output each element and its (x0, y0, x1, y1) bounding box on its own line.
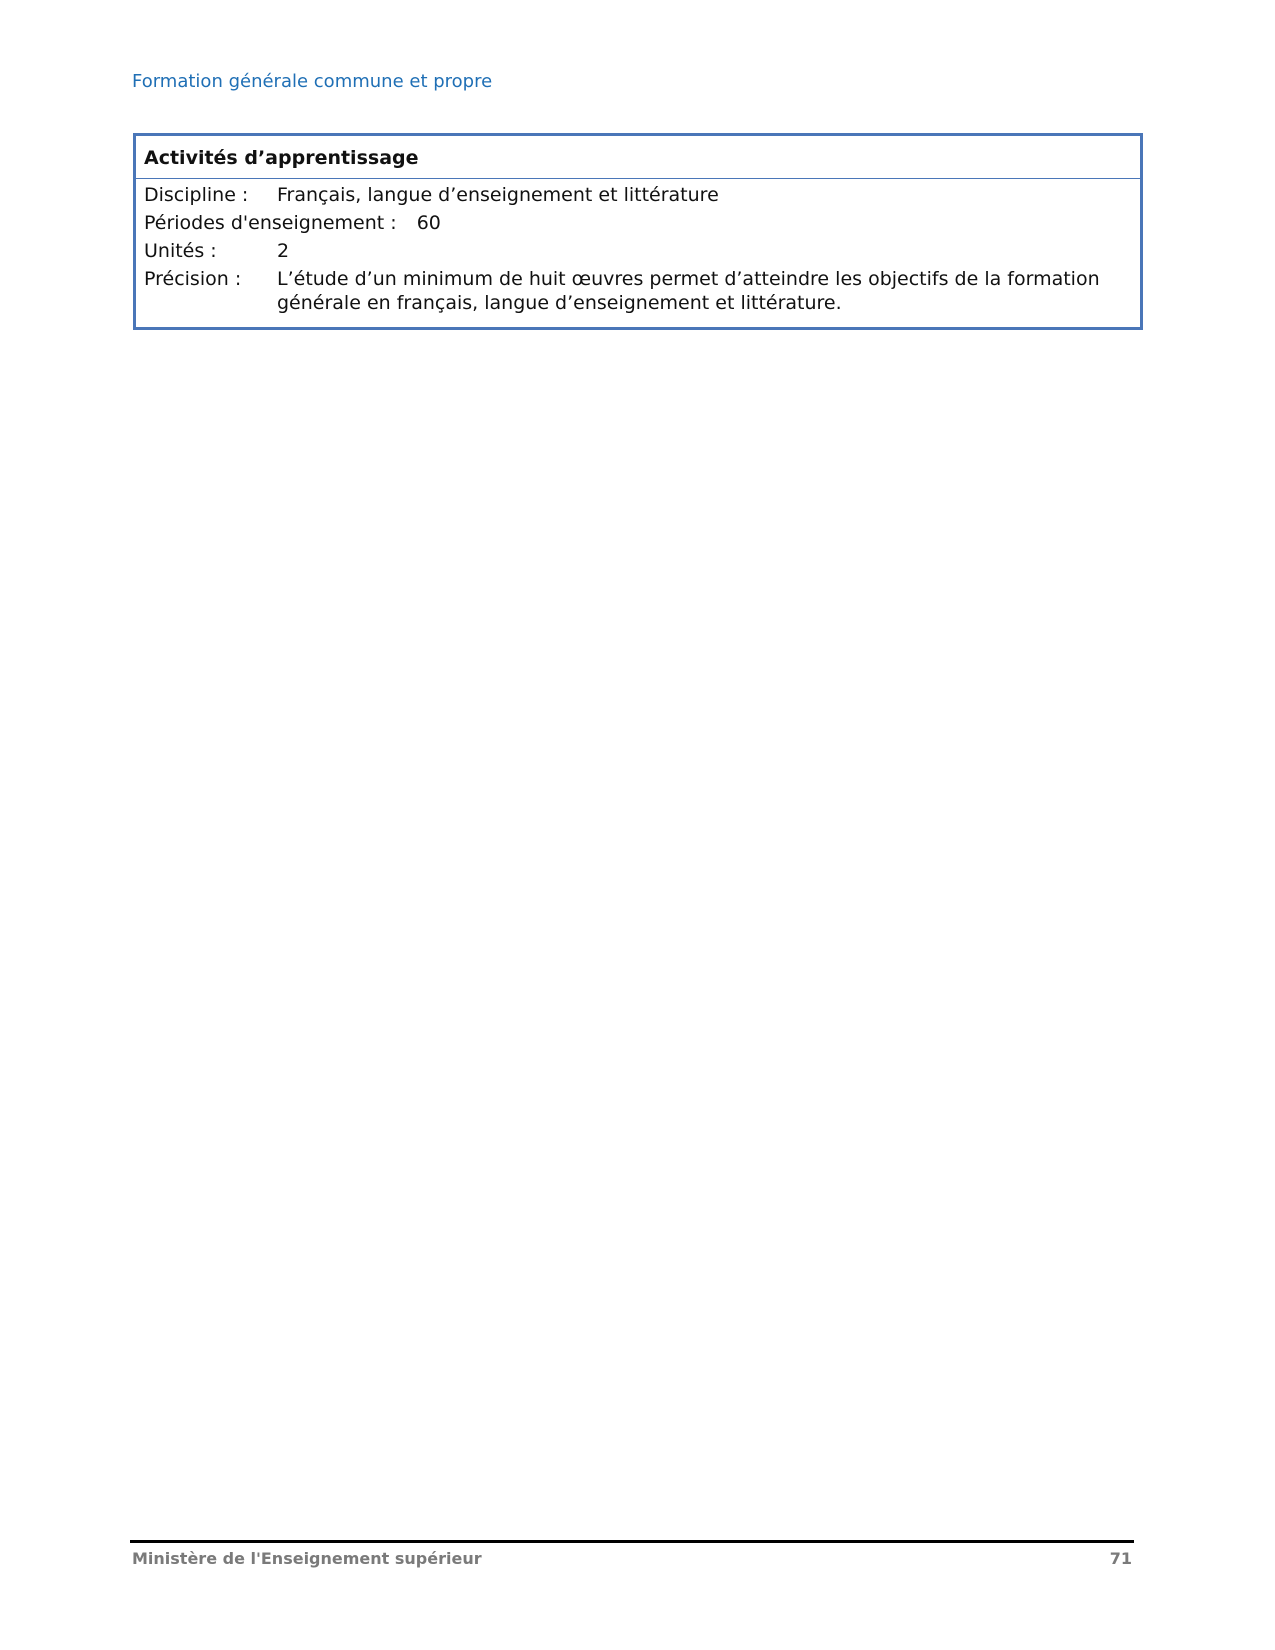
periodes-row (144, 211, 1132, 235)
page-number: 71 (1109, 1549, 1132, 1568)
precision-row (144, 267, 1132, 315)
discipline-row (144, 183, 1132, 207)
footer-divider (130, 1540, 1134, 1543)
discipline-value: Français, langue d’enseignement et littérature (277, 184, 719, 206)
unites-value: 2 (277, 240, 290, 262)
footer-organization: Ministère de l'Enseignement supérieur (132, 1549, 482, 1568)
running-header-title: Formation générale commune et propre (132, 71, 493, 92)
unites-row (144, 239, 1132, 263)
activities-details (136, 179, 1140, 315)
precision-label: Précision : (144, 268, 242, 290)
precision-value: L’étude d’un minimum de huit œuvres permet d’atteindre les objectifs de la formation générale en français, langue d’enseignement et littérature. (277, 268, 1100, 314)
discipline-label: Discipline : (144, 184, 249, 206)
periodes-label: Périodes d'enseignement : (144, 212, 397, 234)
periodes-value: 60 (416, 212, 441, 234)
activities-title: Activités d’apprentissage (136, 136, 1140, 179)
activities-box (133, 133, 1143, 330)
unites-label: Unités : (144, 240, 217, 262)
